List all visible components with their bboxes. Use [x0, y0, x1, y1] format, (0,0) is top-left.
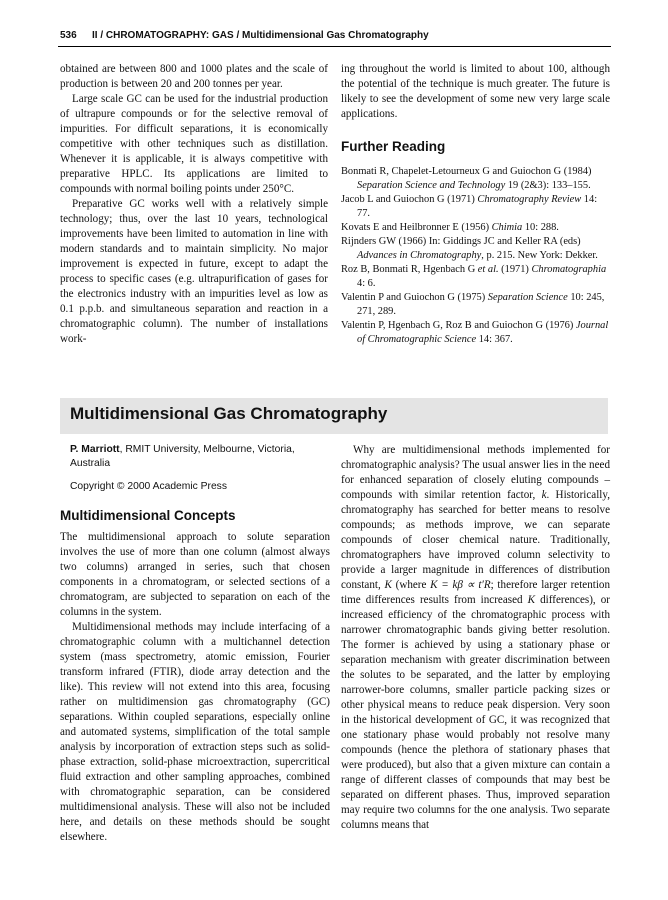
reference-item: Valentin P, Hgenbach G, Roz B and Guiochon G (1976) Journal of Chromatographic Science 14: 367. [341, 320, 609, 345]
paragraph: Large scale GC can be used for the industrial production of ultrapure compounds or for the selective removal of impurities. For difficult separations, it is economically competitive with other techniques such as distillation. Whenever it is applicable, it is always competitive with preparative HPLC. Its applications are limited to compounds with normal boiling points under 250°C. [60, 93, 328, 195]
author-affiliation: , RMIT University, Melbourne, Victoria, Australia [70, 444, 295, 469]
article-title: Multidimensional Gas Chromatography [70, 404, 388, 423]
retention-formula: K = kβ ∝ t′R [430, 579, 491, 591]
author-name: P. Marriott [70, 444, 120, 455]
running-header [60, 30, 610, 41]
paragraph: Preparative GC works well with a relatively simple technology; thus, over the last 10 years, technological improvements have been limited to automation in line with modern standards and to maintain simplicity. No major improvement is expected in future, except to adapt the process to specific cases (e.g. ultrapurification of gases for the electronics industry with an impurities level as low as 0.1 p.p.b. and simultaneous separation and reaction in a chromatographic column). The number of installations work- [60, 198, 328, 345]
header-rule [58, 46, 611, 47]
article-title-band [60, 398, 608, 434]
paragraph: obtained are between 800 and 1000 plates and the scale of production is between 20 and 200 tonnes per year. [60, 63, 328, 90]
paragraph: The multidimensional approach to solute separation involves the use of more than one column (almost always two columns) arranged in series, such that chosen components in a chromatogram, or selected sections of a chromatogram, are subjected to separation on each of the columns in the system. [60, 531, 330, 618]
reference-item: Roz B, Bonmati R, Hgenbach G et al. (1971) Chromatographia 4: 6. [341, 264, 607, 289]
paragraph: Multidimensional methods may include interfacing of a chromatographic column with a multichannel detection system (mass spectrometry, atomic emission, Fourier transform infrared (FTIR), diode array detection and the like). This review will not extend into this area, focusing rather on multidimension gas chromatography (GC) separations. Within coupled separations, especially online and automated systems, simplification of the total sample analysis by incorporation of extraction steps such as solid-phase extraction, solid-phase microextraction, supercritical fluid extraction and other sampling approaches, combined with chromatographic separation, can be considered multidimensional analysis. These will also not be included here, and details on these methods should be sought elsewhere. [60, 621, 330, 843]
reference-item: Rijnders GW (1966) In: Giddings JC and Keller RA (eds) Advances in Chromatography, p. 215. New York: Dekker. [341, 236, 598, 261]
further-reading-heading: Further Reading [341, 139, 446, 154]
reference-item: Bonmati R, Chapelet-Letourneux G and Guiochon G (1984) Separation Science and Technology 19 (2&3): 133–155. [341, 166, 592, 191]
top-right-column [341, 62, 610, 347]
copyright-line: Copyright © 2000 Academic Press [70, 481, 227, 492]
running-title: II / CHROMATOGRAPHY: GAS / Multidimensional Gas Chromatography [92, 30, 429, 41]
paragraph: Why are multidimensional methods implemented for chromatographic analysis? The usual answer lies in the need for enhanced separation of closely eluting compounds – compounds with similar retention factor, k. Historically, chromatography has searched for better means to resolve compounds; as methods improve, we can separate compounds of closer chemical nature. Traditionally, chromatographers have improved column selectivity to provide a larger magnitude in differences of distribution constant, K (where K = kβ ∝ t′R; therefore larger retention time differences results from increased K differences), or increased efficiency of the chromatographic process with narrower chromatographic bands giving better resolution. The former is achieved by using a stationary phase or separation mechanism with greater discrimination between the solutes to be separated, and the latter by employing narrower-bore columns, smaller particle packing sizes or other physical means to reduce peak dispersion. Very soon in the historical development of GC, it was recognized that one stationary phase would probably not resolve many compounds (hence the plethora of stationary phases that were produced), but also that a given mixture can contain a range of different classes of compounds that may best be separated on different phases. Thus, improved separation may require two columns for the one analysis. Two separate columns means that [341, 444, 611, 831]
reference-list [341, 165, 610, 347]
page-number: 536 [60, 30, 77, 41]
article-right-column [341, 443, 610, 833]
reference-item: Kovats E and Heilbronner E (1956) Chimia 10: 288. [341, 222, 559, 233]
paragraph: ing throughout the world is limited to about 100, although the potential of the technique is much greater. The future is likely to see the development of some new very large scale applications. [341, 63, 610, 120]
section-heading: Multidimensional Concepts [60, 508, 236, 523]
author-line [70, 443, 330, 471]
reference-item: Jacob L and Guiochon G (1971) Chromatography Review 14: 77. [341, 194, 598, 219]
reference-item: Valentin P and Guiochon G (1975) Separation Science 10: 245, 271, 289. [341, 292, 605, 317]
article-left-column [60, 443, 330, 845]
top-left-column [60, 62, 328, 347]
